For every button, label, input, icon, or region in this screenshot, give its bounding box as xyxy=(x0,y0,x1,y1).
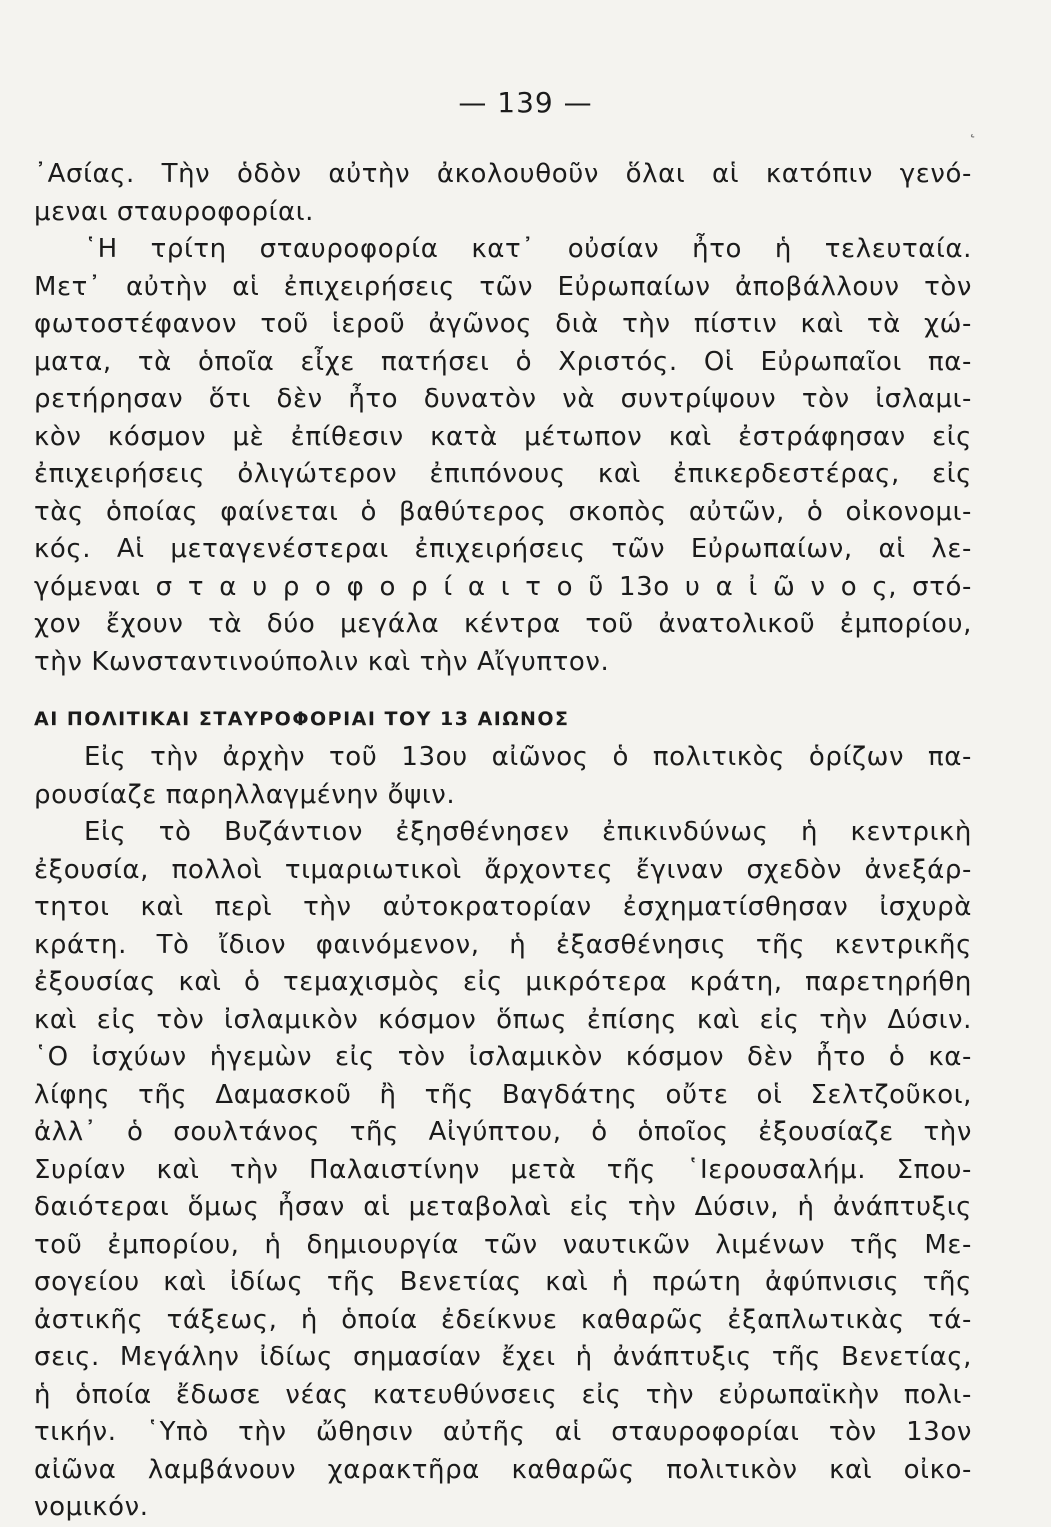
text-line: λίφης τῆς Δαμασκοῦ ἢ τῆς Βαγδάτης οὔτε οἱ Σελτζοῦκοι, xyxy=(34,1079,972,1110)
text-line: ἡ ὁποία ἔδωσε νέας κατευθύνσεις εἰς τὴν εὐρωπαϊκὴν πολι- xyxy=(34,1379,972,1410)
text-line: δαιότεραι ὅμως ἦσαν αἱ μεταβολαὶ εἰς τὴν Δύσιν, ἡ ἀνάπτυξις xyxy=(34,1192,972,1222)
text-line: ρετήρησαν ὅτι δὲν ἦτο δυνατὸν νὰ συντρίψουν τὸν ἰσλαμι- xyxy=(34,384,972,414)
text-line: Εἰς τὸ Βυζάντιον ἐξησθένησεν ἐπικινδύνως ἡ κεντρικὴ xyxy=(84,817,972,847)
ink-mark: ˛ xyxy=(968,118,977,139)
text-line: σεις. Μεγάλην ἰδίως σημασίαν ἔχει ἡ ἀνάπτυξις τῆς Βενετίας, xyxy=(34,1342,972,1372)
text-line: μεναι σταυροφορίαι. xyxy=(34,196,315,227)
text-line: φωτοστέφανον τοῦ ἱεροῦ ἀγῶνος διὰ τὴν πίστιν καὶ τὰ χώ- xyxy=(34,309,972,339)
text-line: Μετ᾿ αὐτὴν αἱ ἐπιχειρήσεις τῶν Εὐρωπαίων ἀποβάλλουν τὸν xyxy=(34,271,972,302)
text-line: ἀστικῆς τάξεως, ἡ ὁποία ἐδείκνυε καθαρῶς ἐξαπλωτικὰς τά- xyxy=(34,1304,972,1335)
text-line: κός. Αἱ μεταγενέστεραι ἐπιχειρήσεις τῶν Εὐρωπαίων, αἱ λε- xyxy=(34,534,972,564)
section-heading: ΑΙ ΠΟΛΙΤΙΚΑΙ ΣΤΑΥΡΟΦΟΡΙΑΙ ΤΟΥ 13 ΑΙΩΝΟΣ xyxy=(34,708,570,730)
text-line: ἐξουσίας καὶ ὁ τεμαχισμὸς εἰς μικρότερα κράτη, παρετηρήθη xyxy=(34,967,972,997)
text-line: ᾿Ασίας. Τὴν ὁδὸν αὐτὴν ἀκολουθοῦν ὅλαι αἱ κατόπιν γενό- xyxy=(34,159,972,189)
text-line: νομικόν. xyxy=(34,1492,149,1522)
text-line: ῾Ο ἰσχύων ἡγεμὼν εἰς τὸν ἰσλαμικὸν κόσμον δὲν ἦτο ὁ κα- xyxy=(34,1042,972,1072)
text-line: σογείου καὶ ἰδίως τῆς Βενετίας καὶ ἡ πρώτη ἀφύπνισις τῆς xyxy=(34,1267,972,1297)
text-line: τικήν. ῾Υπὸ τὴν ὤθησιν αὐτῆς αἱ σταυροφορίαι τὸν 13ον xyxy=(34,1417,972,1447)
paragraph-block-2 xyxy=(34,739,972,1527)
text-line: καὶ εἰς τὸν ἰσλαμικὸν κόσμον ὅπως ἐπίσης καὶ εἰς τὴν Δύσιν. xyxy=(34,1004,972,1035)
text-line: τητοι καὶ περὶ τὴν αὐτοκρατορίαν ἐσχηματίσθησαν ἰσχυρὰ xyxy=(34,892,972,922)
text-line: ρουσίαζε παρηλλαγμένην ὄψιν. xyxy=(34,779,456,810)
text-line: ῾Η τρίτη σταυροφορία κατ᾿ οὐσίαν ἦτο ἡ τελευταία. xyxy=(84,234,972,264)
text-line: τοῦ ἐμπορίου, ἡ δημιουργία τῶν ναυτικῶν λιμένων τῆς Με- xyxy=(34,1229,972,1260)
text-line: Εἰς τὴν ἀρχὴν τοῦ 13ου αἰῶνος ὁ πολιτικὸς ὁρίζων πα- xyxy=(84,742,972,772)
paragraph-block-1 xyxy=(34,156,972,681)
text-line: κὸν κόσμον μὲ ἐπίθεσιν κατὰ μέτωπον καὶ ἐστράφησαν εἰς xyxy=(34,421,972,452)
text-line: Συρίαν καὶ τὴν Παλαιστίνην μετὰ τῆς ῾Ιερουσαλήμ. Σπου- xyxy=(34,1154,972,1185)
text-line: ἐπιχειρήσεις ὀλιγώτερον ἐπιπόνους καὶ ἐπικερδεστέρας, εἰς xyxy=(34,459,972,489)
page-number: — 139 — xyxy=(458,86,593,119)
text-line: ἀλλ᾿ ὁ σουλτάνος τῆς Αἰγύπτου, ὁ ὁποῖος ἐξουσίαζε τὴν xyxy=(34,1117,972,1147)
text-line: τὰς ὁποίας φαίνεται ὁ βαθύτερος σκοπὸς αὐτῶν, ὁ οἰκονομι- xyxy=(34,496,972,527)
text-line: κράτη. Τὸ ἴδιον φαινόμενον, ἡ ἐξασθένησις τῆς κεντρικῆς xyxy=(34,929,972,960)
text-line: τὴν Κωνσταντινούπολιν καὶ τὴν Αἴγυπτον. xyxy=(34,646,610,677)
text-line: ἐξουσία, πολλοὶ τιμαριωτικοὶ ἄρχοντες ἔγιναν σχεδὸν ἀνεξάρ- xyxy=(34,854,972,885)
text-line: αἰῶνα λαμβάνουν χαρακτῆρα καθαρῶς πολιτικὸν καὶ οἰκο- xyxy=(34,1454,972,1485)
text-line: χον ἔχουν τὰ δύο μεγάλα κέντρα τοῦ ἀνατολικοῦ ἐμπορίου, xyxy=(34,609,972,639)
text-line: ματα, τὰ ὁποῖα εἶχε πατήσει ὁ Χριστός. Οἱ Εὐρωπαῖοι πα- xyxy=(34,346,972,377)
text-line: γόμεναι σ τ α υ ρ ο φ ο ρ ί α ι τ ο ῦ 13ο υ α ἰ ῶ ν ο ς, στό- xyxy=(34,571,972,602)
